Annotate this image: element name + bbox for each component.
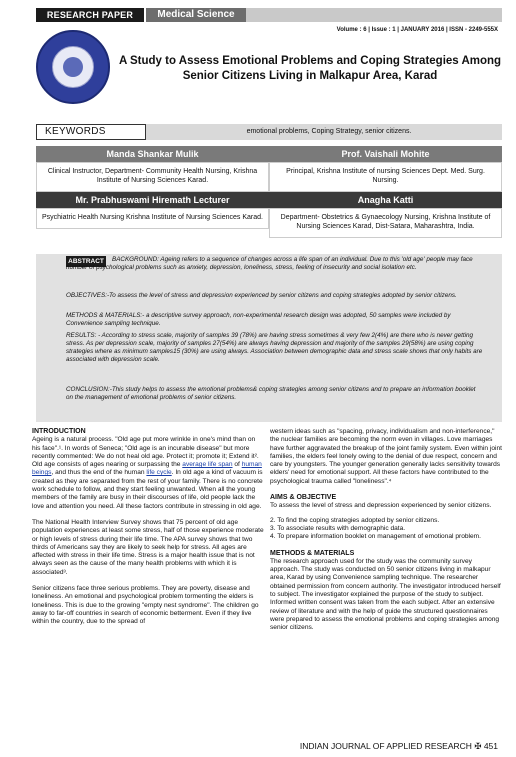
author-cell: [269, 146, 502, 192]
abstract-objectives: OBJECTIVES:-To assess the level of stress and depression experienced by senior citizens and coping strategies adopted by senior citizens.: [66, 292, 457, 299]
paragraph: The National Health Interview Survey shows that 75 percent of old age population experiences at least some stress, half of those experience moderate or high levels of stress during their life time. The APA survey shows that two thirds of Americans say they are likely to seek help for stress. All ages are affected with stress in their life time. Stress is a major health issue that is not always seen as the cause of the many health problems with which it is associated³.: [32, 518, 264, 576]
aims-list: [270, 517, 502, 542]
paragraph: To assess the level of stress and depression experienced by senior citizens.: [270, 502, 492, 510]
right-column: [270, 428, 502, 633]
author-cell: [36, 146, 269, 192]
keywords-row: [36, 124, 502, 140]
paragraph: The research approach used for the study was the community survey approach. The study was conducted on 50 senior citizens living in malkapur area, Karad by using Convenience sampling technique. The researcher obtained permission from concern authority. The investigator introduced herself to subject. The investigator explained the purpose of the study to subject. Informed written consent was taken from the each subject. After an extensive review of literature and with the help of guide the structured questionnaires were prepared to assess the emotional problems and coping strategies among senior citizens.: [270, 557, 501, 632]
page-footer: [300, 741, 498, 752]
author-affiliation: Department- Obstetrics & Gynaecology Nursing, Krishna Institute of Nursing Sciences Karad, Dist-Satara, Maharashtra, India.: [269, 208, 502, 238]
author-name: Prof. Vaishali Mohite: [269, 146, 502, 162]
author-affiliation: Clinical Instructor, Department- Community Health Nursing, Krishna Institute of Nursing Sciences Karad.: [36, 162, 269, 192]
abstract-label: ABSTRACT: [66, 256, 106, 267]
author-cell: [269, 192, 502, 238]
abstract-box: [36, 254, 502, 422]
section-heading: AIMS & OBJECTIVE: [270, 494, 337, 502]
paragraph: western ideas such as "spacing, privacy, individualism and non-interference," the nuclear families are becoming the norm even in villages. Love marriages have further aggravated the breakup of the joint family system. Even within joint families, the elders feel lonely owing to the denial of due respect, concern and care by youngsters. The younger generation generally lacks sensitivity towards elders' need for emotional support. All these factors have contributed to the psychological trauma called "loneliness".⁴: [270, 428, 503, 485]
author-name: Mr. Prabhuswami Hiremath Lecturer: [36, 192, 269, 208]
author-name: Anagha Katti: [269, 192, 502, 208]
author-affiliation: Psychiatric Health Nursing Krishna Institute of Nursing Sciences Karad.: [36, 208, 269, 229]
list-item: 3. To associate results with demographic data.: [270, 524, 406, 532]
section-heading: INTRODUCTION: [32, 428, 86, 435]
abstract-results: RESULTS: - According to stress scale, majority of samples 39 (78%) are having stress sometimes & very few 2(4%) are there who is never getting stress. As per depression scale, majority of samples 27(54%) are always having depression and majority of the samples 29(58%) are using coping strategies where as minimum samples15 (30%) are using always. Association between demographic data and stress scale shows that only habits are associated with depression scale.: [66, 332, 483, 363]
abstract-conclusion: CONCLUSION:-This study helps to assess the emotional problems& coping strategies among senior citizens and to prepare an information booklet on the management of emotional problems of senior citizens.: [66, 386, 476, 401]
section-heading: METHODS & MATERIALS: [270, 549, 355, 557]
volume-line: Volume : 6 | Issue : 1 | JANUARY 2016 | ISSN - 2249-555X: [336, 27, 498, 33]
header-bar: [246, 8, 502, 22]
left-column: [32, 428, 264, 627]
list-item: 4. To prepare information booklet on management of emotional problem.: [270, 533, 482, 541]
paragraph: Ageing is a natural process. "Old age put more wrinkle in one's mind than on his face".¹. In words of Seneca; "Old age is an incurable disease" but more recently commented: We do not heal old age. Protect it; promote it; Extend it². Old age consists of ages nearing or surpassing the average life span of human beings, and thus the end of the human life cycle. In old age a kind of vacuum is created as they are separated from the rest of your family. There is no concrete work schedule to follow, and they start feeling unwanted. When all the young members of the family are busy in their discourses of life, old people lack the love and attention you need. All these factors contribute in stressing in old age.: [32, 436, 263, 510]
abstract-background: BACKGROUND: Ageing refers to a sequence of changes across a life span of an individual. Due to this 'old age' people may face number of psychological problems such as anxiety, depression, loneliness, stress, feeling of insecurity and social isolation etc.: [66, 256, 473, 271]
journal-seal-icon: [36, 30, 110, 104]
keywords-label: KEYWORDS: [36, 124, 146, 140]
subject-tag: Medical Science: [146, 8, 246, 22]
author-name: Manda Shankar Mulik: [36, 146, 269, 162]
link-life-cycle[interactable]: life cycle: [146, 469, 172, 477]
journal-name: INDIAN JOURNAL OF APPLIED RESEARCH: [299, 741, 472, 751]
paper-title: A Study to Assess Emotional Problems and Coping Strategies Among Senior Citizens Living in Malkapur Area, Karad: [118, 55, 502, 82]
paragraph: Senior citizens face three serious problems. They are poverty, disease and loneliness. An emotional and psychological problem tormenting the elders is loneliness. This is due to the growing "empty nest syndrome". The children go away to far-off countries in search of economic betterment. Even if they live within the country, due to the spread of: [32, 585, 259, 626]
list-item: 2. To find the coping strategies adopted by senior citizens.: [270, 516, 440, 524]
author-cell: [36, 192, 269, 238]
research-paper-tag: RESEARCH PAPER: [36, 8, 144, 22]
journal-cross-icon: ✠: [474, 741, 482, 751]
keywords-text: emotional problems, Coping Strategy, senior citizens.: [246, 128, 412, 135]
author-affiliation: Principal, Krishna Institute of nursing Sciences Dept. Med. Surg. Nursing.: [269, 162, 502, 192]
authors-table: [36, 146, 502, 238]
link-average-life-span[interactable]: average life span: [182, 461, 233, 469]
page-number: 451: [483, 741, 498, 751]
link-human-beings[interactable]: human beings: [32, 461, 262, 477]
abstract-methods: METHODS & MATERIALS:- a descriptive survey approach, non-experimental research design was adopted, 50 samples were included by Convenience sampling technique.: [66, 312, 451, 327]
